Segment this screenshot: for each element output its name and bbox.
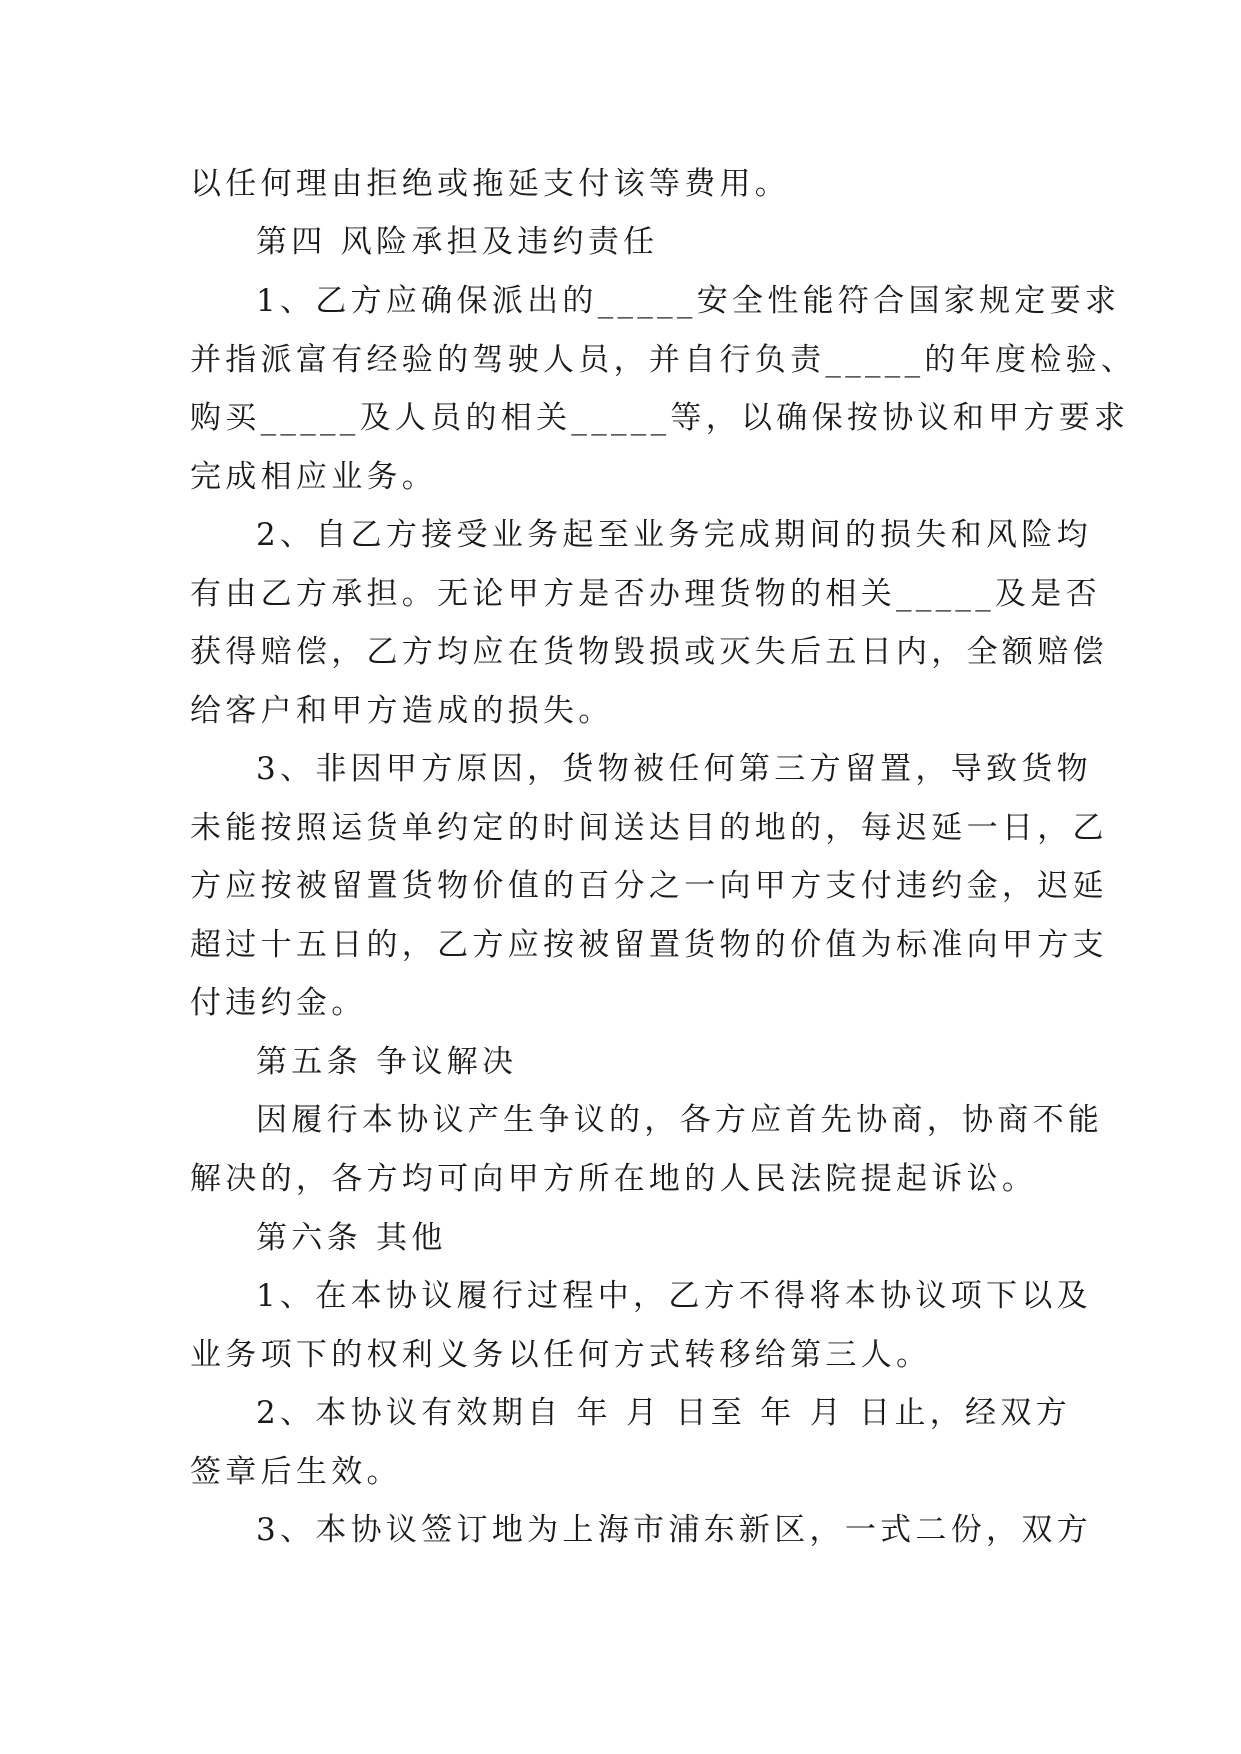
text-line: 2、本协议有效期自 年 月 日至 年 月 日止，经双方 (256, 1395, 1071, 1431)
text-line: 2、自乙方接受业务起至业务完成期间的损失和风险均 (256, 517, 1092, 553)
text-line: 付违约金。 (190, 985, 367, 1021)
text-line: 获得赔偿，乙方均应在货物毁损或灭失后五日内，全额赔偿 (190, 634, 1108, 670)
text-line: 以任何理由拒绝或拖延支付该等费用。 (190, 166, 791, 202)
text-line: 业务项下的权利义务以任何方式转移给第三人。 (190, 1337, 932, 1373)
text-line: 超过十五日的，乙方应按被留置货物的价值为标准向甲方支 (190, 927, 1108, 963)
section-heading-risk-liability: 第四 风险承担及违约责任 (256, 224, 659, 260)
text-line: 签章后生效。 (190, 1454, 402, 1490)
text-line: 方应按被留置货物价值的百分之一向甲方支付违约金，迟延 (190, 868, 1108, 904)
text-line: 未能按照运货单约定的时间送达目的地的，每迟延一日，乙 (190, 810, 1108, 846)
text-line: 1、在本协议履行过程中，乙方不得将本协议项下以及 (256, 1278, 1092, 1314)
text-line: 有由乙方承担。无论甲方是否办理货物的相关_____及是否 (190, 576, 1101, 612)
text-line: 3、本协议签订地为上海市浦东新区，一式二份，双方 (256, 1512, 1092, 1548)
text-line: 因履行本协议产生争议的，各方应首先协商，协商不能 (256, 1102, 1104, 1138)
section-heading-other: 第六条 其他 (256, 1220, 447, 1256)
text-line: 给客户和甲方造成的损失。 (190, 693, 614, 729)
text-line: 购买_____及人员的相关_____等，以确保按协议和甲方要求 (190, 400, 1130, 436)
text-line: 完成相应业务。 (190, 459, 438, 495)
text-line: 并指派富有经验的驾驶人员，并自行负责_____的年度检验、 (190, 342, 1137, 378)
text-line: 3、非因甲方原因，货物被任何第三方留置，导致货物 (256, 751, 1092, 787)
text-line: 1、乙方应确保派出的_____安全性能符合国家规定要求 (256, 283, 1121, 319)
text-line: 解决的，各方均可向甲方所在地的人民法院提起诉讼。 (190, 1161, 1038, 1197)
section-heading-dispute-resolution: 第五条 争议解决 (256, 1044, 518, 1080)
